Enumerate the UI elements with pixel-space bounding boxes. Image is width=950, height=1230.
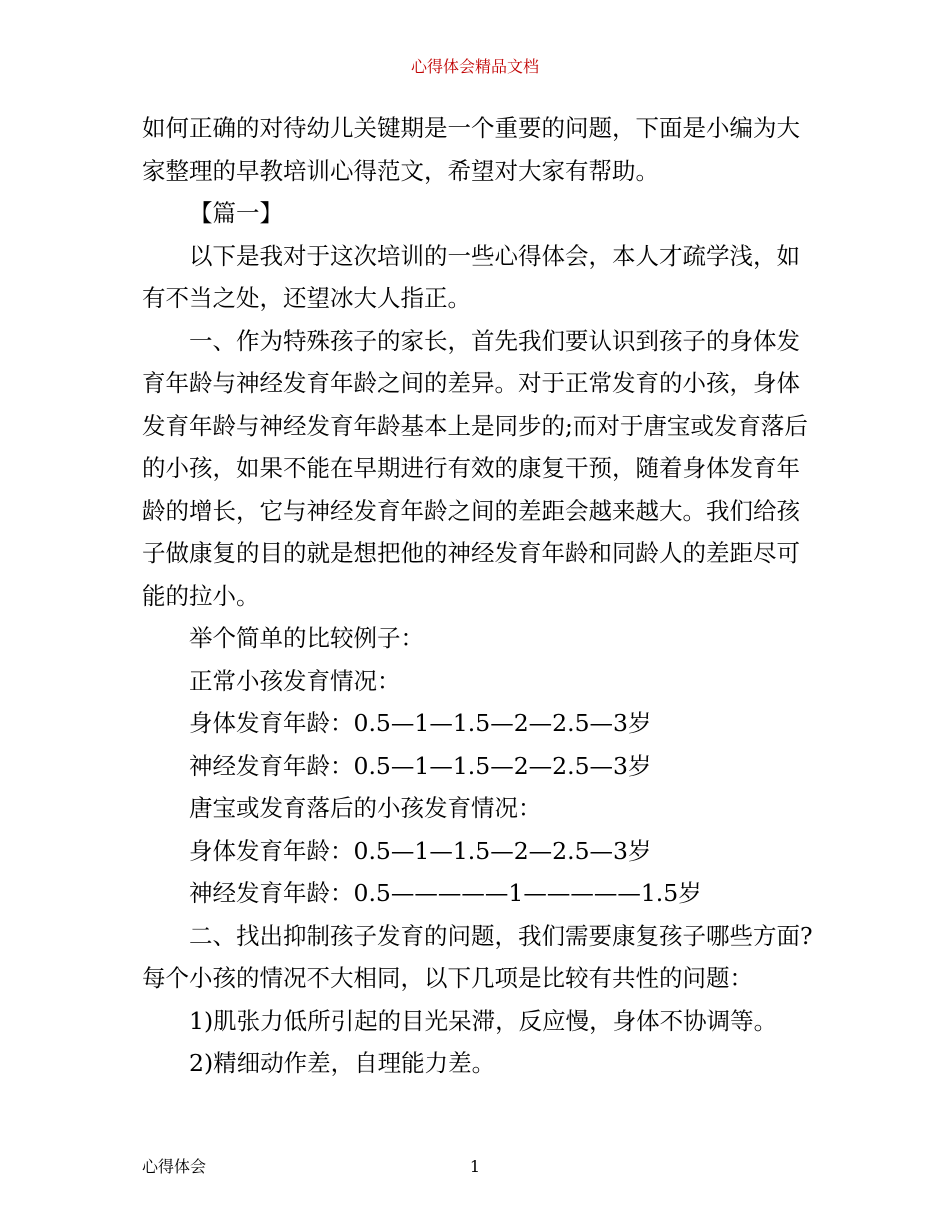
paragraph: 身体发育年龄：0.5—1—1.5—2—2.5—3岁 [189, 709, 652, 737]
intro-paragraph: 如何正确的对待幼儿关键期是一个重要的问题，下面是小编为大家整理的早教培训心得范文，希望对大家有帮助。 [142, 114, 800, 185]
paragraph: 神经发育年龄：0.5—1—1.5—2—2.5—3岁 [189, 751, 652, 780]
paragraph: 以下是我对于这次培训的一些心得体会，本人才疏学浅，如有不当之处，还望冰大人指正。 [142, 241, 800, 312]
section-heading: 【篇一】 [189, 199, 283, 227]
list-item: 1)肌张力低所引起的目光呆滞，反应慢，身体不协调等。 [189, 1006, 778, 1035]
paragraph: 身体发育年龄：0.5—1—1.5—2—2.5—3岁 [189, 836, 652, 865]
footer-label: 心得体会 [142, 1157, 207, 1176]
paragraph: 二、找出抑制孩子发育的问题，我们需要康复孩子哪些方面?每个小孩的情况不大相同，以下几项是比较有共性的问题： [142, 921, 813, 992]
paragraph: 正常小孩发育情况： [189, 666, 401, 695]
page-number: 1 [469, 1157, 481, 1176]
paragraph: 唐宝或发育落后的小孩发育情况： [189, 794, 542, 822]
paragraph: 举个简单的比较例子： [189, 624, 424, 652]
paragraph: 一、作为特殊孩子的家长，首先我们要认识到孩子的身体发育年龄与神经发育年龄之间的差异。对于正常发育的小孩，身体发育年龄与神经发育年龄基本上是同步的;而对于唐宝或发育落后的小孩，如果不能在早期进行有效的康复干预，随着身体发育年龄的增长，它与神经发育年龄之间的差距会越来越大。我们给孩子做康复的目的就是想把他的神经发育年龄和同龄人的差距尽可能的拉小。 [142, 326, 808, 610]
document-body [142, 107, 814, 1085]
page-header-title: 心得体会精品文档 [410, 57, 539, 76]
paragraph: 神经发育年龄：0.5—————1—————1.5岁 [189, 879, 702, 907]
list-item: 2)精细动作差，自理能力差。 [189, 1049, 496, 1077]
